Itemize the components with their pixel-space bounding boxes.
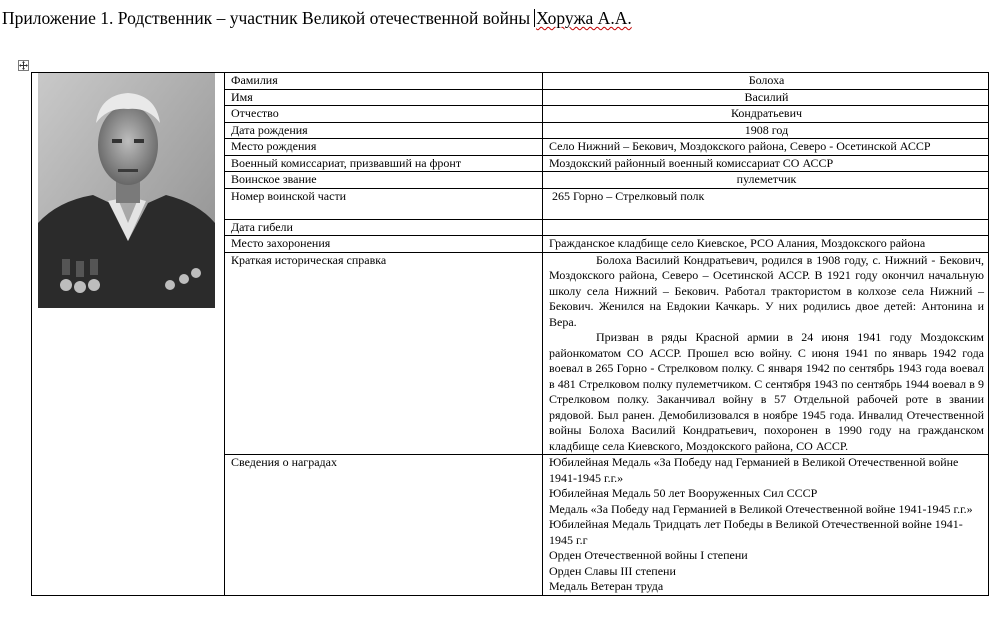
row-value xyxy=(543,219,989,236)
row-label: Военный комиссариат, призвавший на фронт xyxy=(225,155,543,172)
table-row xyxy=(32,73,989,90)
heading-text: Приложение 1. Родственник – участник Великой отечественной войны xyxy=(2,8,531,28)
award-item: Медаль «За Победу над Германией в Великой Отечественной войне 1941-1945 г.г.» xyxy=(549,501,973,516)
row-label: Отчество xyxy=(225,106,543,123)
table-move-handle-icon[interactable] xyxy=(18,60,29,71)
row-label: Краткая историческая справка xyxy=(225,252,543,455)
award-item: Орден Отечественной войны I степени xyxy=(549,548,748,562)
row-label: Номер воинской части xyxy=(225,188,543,219)
row-label: Воинское звание xyxy=(225,172,543,189)
row-value: Село Нижний – Бекович, Моздокского района, Северо - Осетинской АССР xyxy=(543,139,989,156)
row-value: 265 Горно – Стрелковый полк xyxy=(543,188,989,219)
text-cursor xyxy=(534,9,535,27)
row-value: пулеметчик xyxy=(543,172,989,189)
row-label: Дата рождения xyxy=(225,122,543,139)
history-paragraph: Болоха Василий Кондратьевич, родился в 1908 году, с. Нижний - Бекович, Моздокского района, Северо – Осетинской АССР. В 1921 году окончил начальную школу села Нижний – Бекович. Работал трактористом в колхозе села Нижний – Бекович. Женился на Евдокии Качкарь. У них родились двое детей: Антонина и Вера. xyxy=(549,252,984,329)
heading-author: Хоружа А.А. xyxy=(536,8,632,28)
history-cell xyxy=(543,252,989,455)
history-paragraph: Призван в ряды Красной армии в 24 июня 1941 году Моздокским районкоматом СО АССР. Прошел всю войну. С июня 1941 по январь 1942 года воевал в 265 Горно - Стрелковом полку. С января 1942 по сентябрь 1943 года воевал в 481 Стрелковом полку пулеметчиком. С сентября 1943 по сентябрь 1944 воевал в 9 Стрелковом полку. Заканчивал войну в 57 Отдельной рабочей роте в звании рядовой. Был ранен. Демобилизовался в ноябре 1945 года. Инвалид Отечественной войны Болоха Василий Кондратьевич, похоронен в 1990 году на гражданском кладбище села Киевского, Моздокского района, СО АССР. xyxy=(549,330,984,453)
row-label: Место рождения xyxy=(225,139,543,156)
row-label: Сведения о наградах xyxy=(225,455,543,596)
award-item: Юбилейная Медаль Тридцать лет Победы в Великой Отечественной войне 1941-1945 г.г xyxy=(549,517,963,547)
portrait-photo xyxy=(38,73,215,308)
row-value: Моздокский районный военный комиссариат СО АССР xyxy=(543,155,989,172)
row-label: Место захоронения xyxy=(225,236,543,253)
photo-cell xyxy=(32,73,225,596)
row-value: Кондратьевич xyxy=(543,106,989,123)
row-value: Василий xyxy=(543,89,989,106)
award-item: Юбилейная Медаль 50 лет Вооруженных Сил СССР xyxy=(549,486,818,500)
award-item: Орден Славы III степени xyxy=(549,563,676,578)
row-value: Болоха xyxy=(543,73,989,90)
award-item: Юбилейная Медаль «За Победу над Германией в Великой Отечественной войне 1941-1945 г.г.» xyxy=(549,455,959,485)
row-label: Фамилия xyxy=(225,73,543,90)
awards-cell xyxy=(543,455,989,596)
row-label: Дата гибели xyxy=(225,219,543,236)
row-label: Имя xyxy=(225,89,543,106)
document-heading xyxy=(2,8,632,29)
award-item: Медаль Ветеран труда xyxy=(549,579,664,593)
veteran-info-table xyxy=(31,72,989,596)
row-value: 1908 год xyxy=(543,122,989,139)
row-value: Гражданское кладбище село Киевское, РСО Алания, Моздокского района xyxy=(543,236,989,253)
